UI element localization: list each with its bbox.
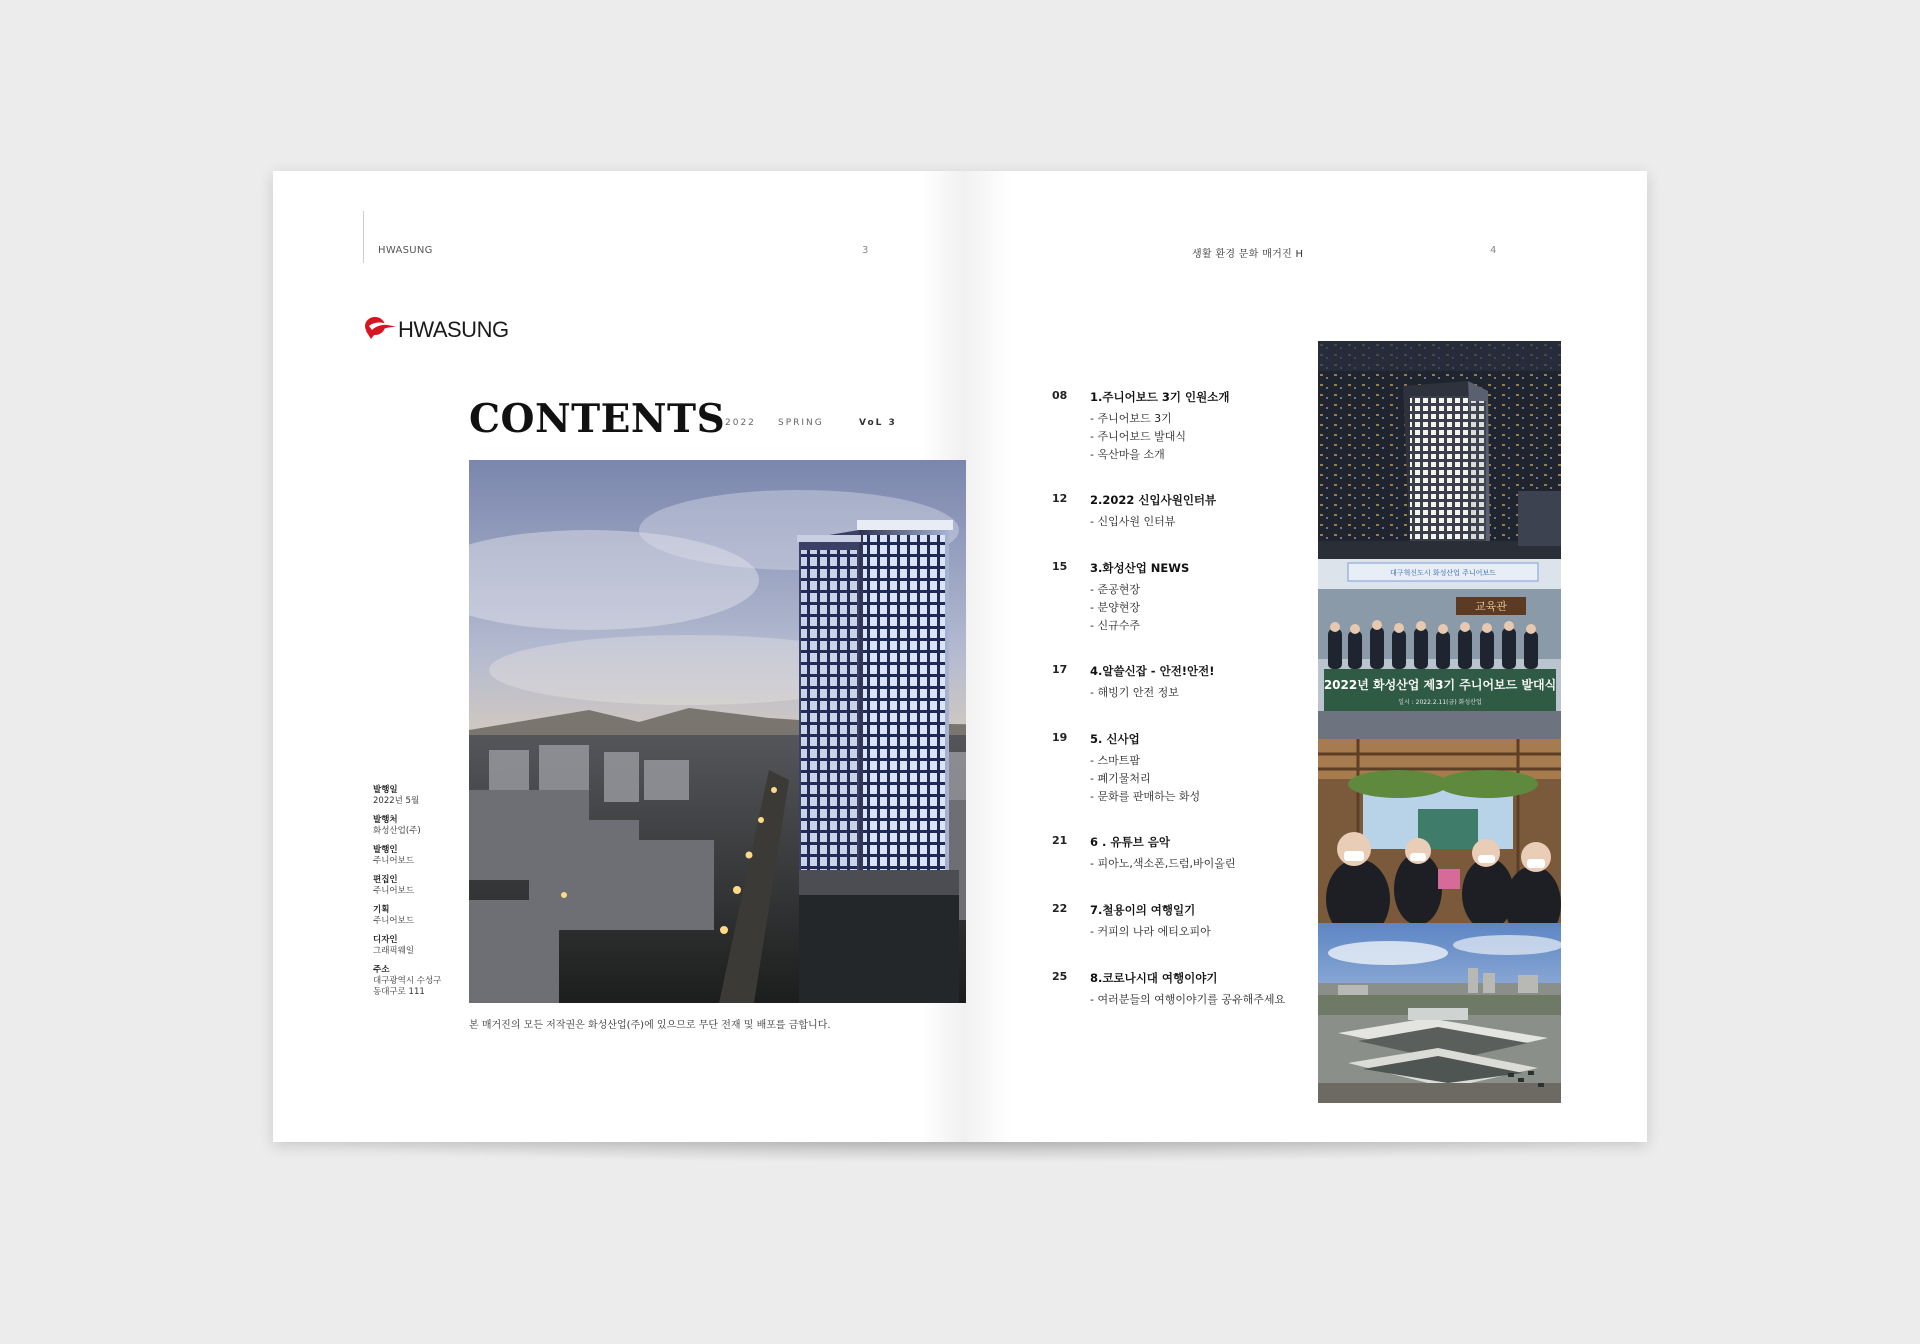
- toc-subitem: - 해빙기 안전 정보: [1090, 686, 1179, 699]
- toc-page-number: 21: [1052, 834, 1068, 847]
- toc-subitem: - 피아노,색소폰,드럼,바이올린: [1090, 857, 1236, 870]
- credit-entry: [373, 815, 493, 837]
- photo-strip: [1318, 341, 1561, 1103]
- toc-title: 7.철용이의 여행일기: [1090, 903, 1196, 917]
- credit-value: 화성산업(주): [373, 826, 421, 836]
- copyright-notice: 본 매거진의 모든 저작권은 화성산업(주)에 있으므로 무단 전재 및 배포를 금합니다.: [469, 1020, 831, 1031]
- credit-entry: [373, 965, 493, 998]
- toc-title: 6 . 유튜브 음악: [1090, 835, 1170, 849]
- toc-page-number: 19: [1052, 731, 1068, 744]
- toc-title: 3.화성산업 NEWS: [1090, 561, 1190, 575]
- header-rule: [363, 211, 364, 263]
- photo-gazebo-selfie: [1318, 739, 1561, 923]
- logo-wordmark: HWASUNG: [398, 317, 509, 342]
- credit-value: 대구광역시 수성구 동대구로 111: [373, 976, 442, 997]
- contents-title: CONTENTS: [469, 396, 726, 442]
- issue-year: 2022: [725, 418, 756, 428]
- credit-label: 디자인: [373, 935, 398, 945]
- credit-value: 그래픽웨일: [373, 946, 415, 956]
- top-banner-text: 대구혁신도시 화성산업 주니어보드: [1390, 569, 1496, 577]
- toc-subitem: - 주니어보드 발대식: [1090, 430, 1186, 443]
- toc-subitem: - 스마트팜: [1090, 754, 1140, 767]
- toc-subitem: - 폐기물처리: [1090, 772, 1151, 785]
- credit-value: 주니어보드: [373, 886, 415, 896]
- credit-value: 주니어보드: [373, 916, 415, 926]
- credit-entry: [373, 935, 493, 957]
- toc-title: 4.알쓸신잡 - 안전!안전!: [1090, 664, 1215, 678]
- toc-subitem: - 옥산마을 소개: [1090, 448, 1165, 461]
- left-page: [273, 171, 966, 1142]
- credit-label: 기획: [373, 905, 390, 915]
- gutter-shade: [966, 171, 1012, 1142]
- toc-page-number: 08: [1052, 389, 1068, 402]
- toc-subitem: - 분양현장: [1090, 601, 1140, 614]
- credit-value: 주니어보드: [373, 856, 415, 866]
- magazine-spread: [273, 171, 1647, 1142]
- banner-sub-text: 일시 : 2022.2.11(금) 화성산업: [1398, 699, 1482, 706]
- toc-subitem: - 주니어보드 3기: [1090, 412, 1172, 425]
- header-brand: HWASUNG: [378, 245, 433, 256]
- issue-volume: VoL 3: [859, 418, 897, 428]
- toc-title: 8.코로나시대 여행이야기: [1090, 971, 1218, 985]
- credit-label: 편집인: [373, 875, 398, 885]
- toc-subitem: - 커피의 나라 에티오피아: [1090, 925, 1211, 938]
- page-number-right: 4: [1490, 245, 1497, 256]
- toc-page-number: 25: [1052, 970, 1068, 983]
- hwasung-logo: [363, 311, 509, 345]
- toc-subitem: - 신규수주: [1090, 619, 1140, 632]
- toc-page-number: 15: [1052, 560, 1068, 573]
- right-page: [966, 171, 1647, 1142]
- credit-label: 주소: [373, 965, 390, 975]
- issue-season: SPRING: [778, 418, 824, 428]
- page-number-left: 3: [862, 245, 869, 256]
- credit-entry: [373, 905, 493, 927]
- credit-label: 발행처: [373, 815, 398, 825]
- credit-entry: [373, 845, 493, 867]
- toc-subitem: - 여러분들의 여행이야기를 공유해주세요: [1090, 993, 1286, 1006]
- header-magazine-title: 생활 환경 문화 매거진 H: [1192, 249, 1304, 260]
- credit-label: 발행일: [373, 785, 398, 795]
- credit-entry: [373, 875, 493, 897]
- photo-night-tower: [1318, 341, 1561, 559]
- credit-value: 2022년 5월: [373, 796, 420, 806]
- toc-page-number: 22: [1052, 902, 1068, 915]
- photo-ceremony-group: [1318, 559, 1561, 739]
- publication-credits: [373, 785, 493, 1006]
- sign-text: 교육관: [1475, 600, 1507, 613]
- toc-page-number: 12: [1052, 492, 1068, 505]
- hero-building-photo: [469, 460, 966, 1003]
- credit-label: 발행인: [373, 845, 398, 855]
- toc-title: 2.2022 신입사원인터뷰: [1090, 493, 1217, 507]
- toc-title: 5. 신사업: [1090, 732, 1140, 746]
- photo-aerial-building: [1318, 923, 1561, 1103]
- hwasung-emblem-icon: [363, 311, 397, 345]
- credit-entry: [373, 785, 493, 807]
- banner-main-text: 2022년 화성산업 제3기 주니어보드 발대식: [1323, 678, 1557, 692]
- toc-subitem: - 준공현장: [1090, 583, 1140, 596]
- toc-subitem: - 신입사원 인터뷰: [1090, 515, 1176, 528]
- toc-subitem: - 문화를 판매하는 화성: [1090, 790, 1201, 803]
- toc-title: 1.주니어보드 3기 인원소개: [1090, 390, 1230, 404]
- toc-page-number: 17: [1052, 663, 1068, 676]
